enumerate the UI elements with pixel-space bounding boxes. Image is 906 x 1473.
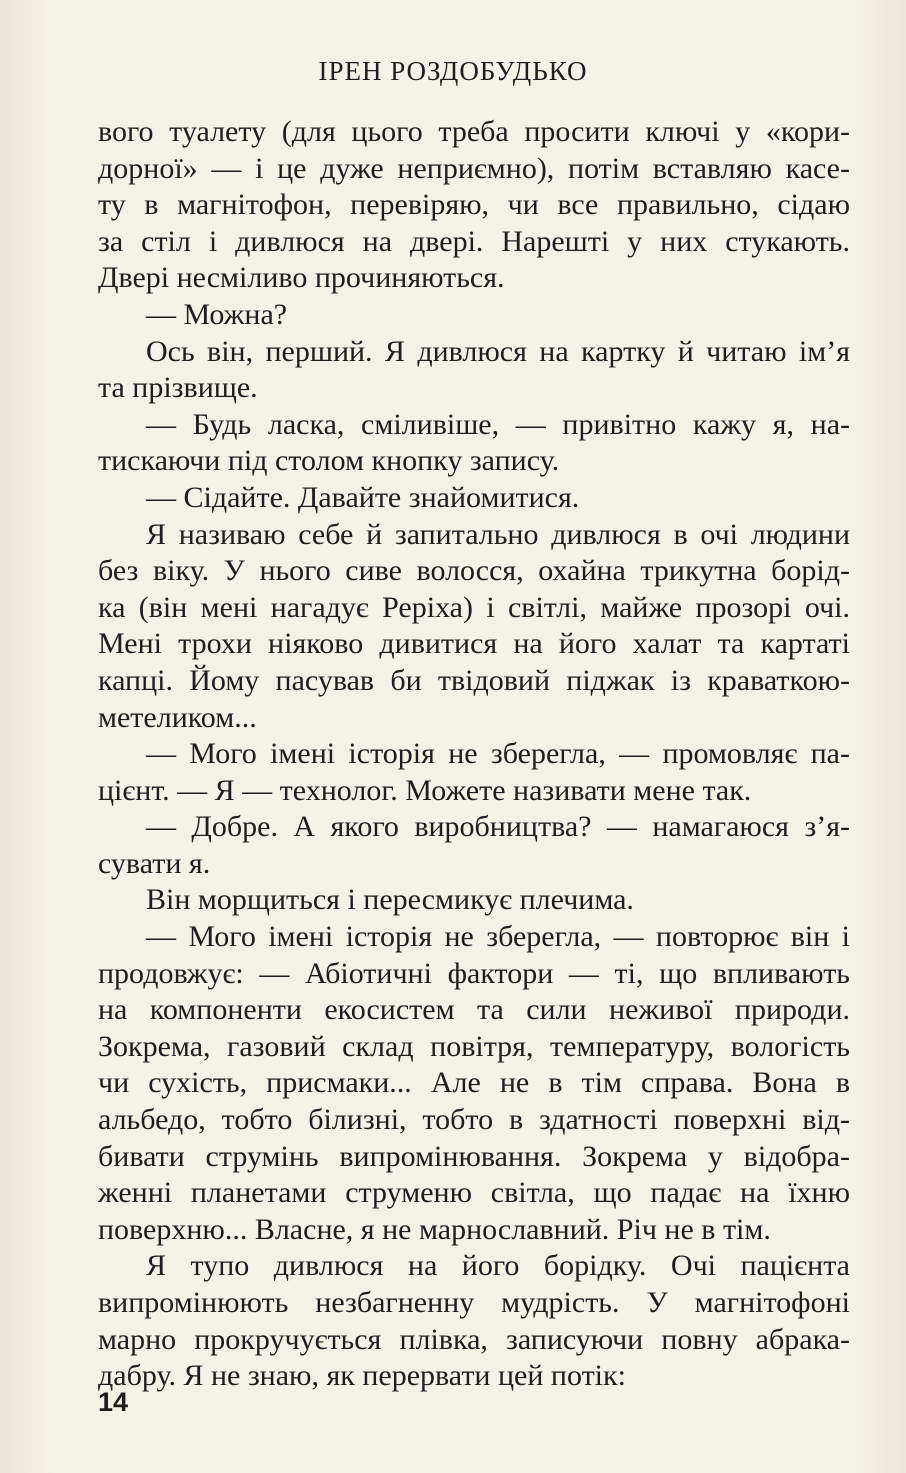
page-number: 14: [98, 1387, 129, 1417]
text-line: випромінюють незбагненну мудрість. У магнітофоні: [98, 1286, 850, 1319]
text-line: — Сідайте. Давайте знайомитися.: [146, 480, 580, 514]
text-line: Він морщиться і пересмикує плечима.: [146, 883, 634, 917]
text-line: метеликом...: [98, 700, 257, 734]
text-line: ту в магнітофон, перевіряю, чи все правильно, сідаю: [98, 188, 850, 222]
text-line: Двері несміливо прочиняються.: [98, 261, 505, 295]
text-line: — Мого імені історія не зберегла, — повторює він і: [146, 920, 850, 954]
text-line: вого туалету (для цього треба просити ключі у «кори-: [98, 115, 850, 148]
text-line: Зокрема, газовий склад повітря, температуру, вологість: [98, 1029, 850, 1063]
text-line: дабру. Я не знаю, як перервати цей потік:: [98, 1359, 626, 1393]
text-line: ка (він мені нагадує Реріха) і світлі, майже прозорі очі.: [98, 590, 850, 624]
text-line: та прізвище.: [98, 371, 258, 405]
text-line: без віку. У нього сиве волосся, охайна трикутна борід-: [98, 554, 850, 588]
text-line: на компоненти екосистем та сили неживої природи.: [98, 993, 850, 1027]
text-line: — Можна?: [146, 297, 288, 331]
text-line: — Мого імені історія не зберегла, — промовляє па-: [146, 737, 850, 771]
text-line: цієнт. — Я — технолог. Можете називати мене так.: [98, 773, 752, 807]
text-line: капці. Йому пасував би твідовий піджак із краваткою-: [98, 663, 850, 697]
text-line: поверхню... Власне, я не марнославний. Річ не в тім.: [98, 1212, 771, 1246]
text-line: продовжує: — Абіотичні фактори — ті, що впливають: [98, 956, 850, 990]
text-line: марно прокручується плівка, записуючи повну абрака-: [98, 1322, 850, 1356]
text-line: Мені трохи ніяково дивитися на його халат та картаті: [98, 627, 850, 661]
text-line: Ось він, перший. Я дивлюся на картку й читаю ім’я: [146, 334, 850, 368]
text-line: за стіл і дивлюся на двері. Нарешті у них стукають.: [98, 224, 850, 258]
text-line: тискаючи під столом кнопку запису.: [98, 444, 560, 478]
running-head: ІРЕН РОЗДОБУДЬКО: [318, 56, 588, 86]
text-line: Я називаю себе й запитально дивлюся в очі людини: [146, 517, 850, 551]
text-line: дорної» — і це дуже неприємно), потім вставляю касе-: [98, 151, 850, 185]
text-line: женні планетами струменю світла, що падає на їхню: [98, 1176, 850, 1210]
text-line: — Будь ласка, сміливіше, — привітно кажу я, на-: [146, 407, 850, 441]
text-line: Я тупо дивлюся на його борідку. Очі пацієнта: [146, 1249, 850, 1283]
text-line: бивати струмінь випромінювання. Зокрема у відобра-: [98, 1139, 850, 1173]
text-line: — Добре. А якого виробництва? — намагаюся з’я-: [146, 810, 850, 844]
text-line: чи сухість, присмаки... Але не в тім справа. Вона в: [98, 1066, 850, 1100]
text-line: сувати я.: [98, 846, 211, 880]
text-line: альбедо, тобто білизні, тобто в здатності поверхні від-: [98, 1103, 850, 1137]
body-text: [98, 114, 850, 1395]
